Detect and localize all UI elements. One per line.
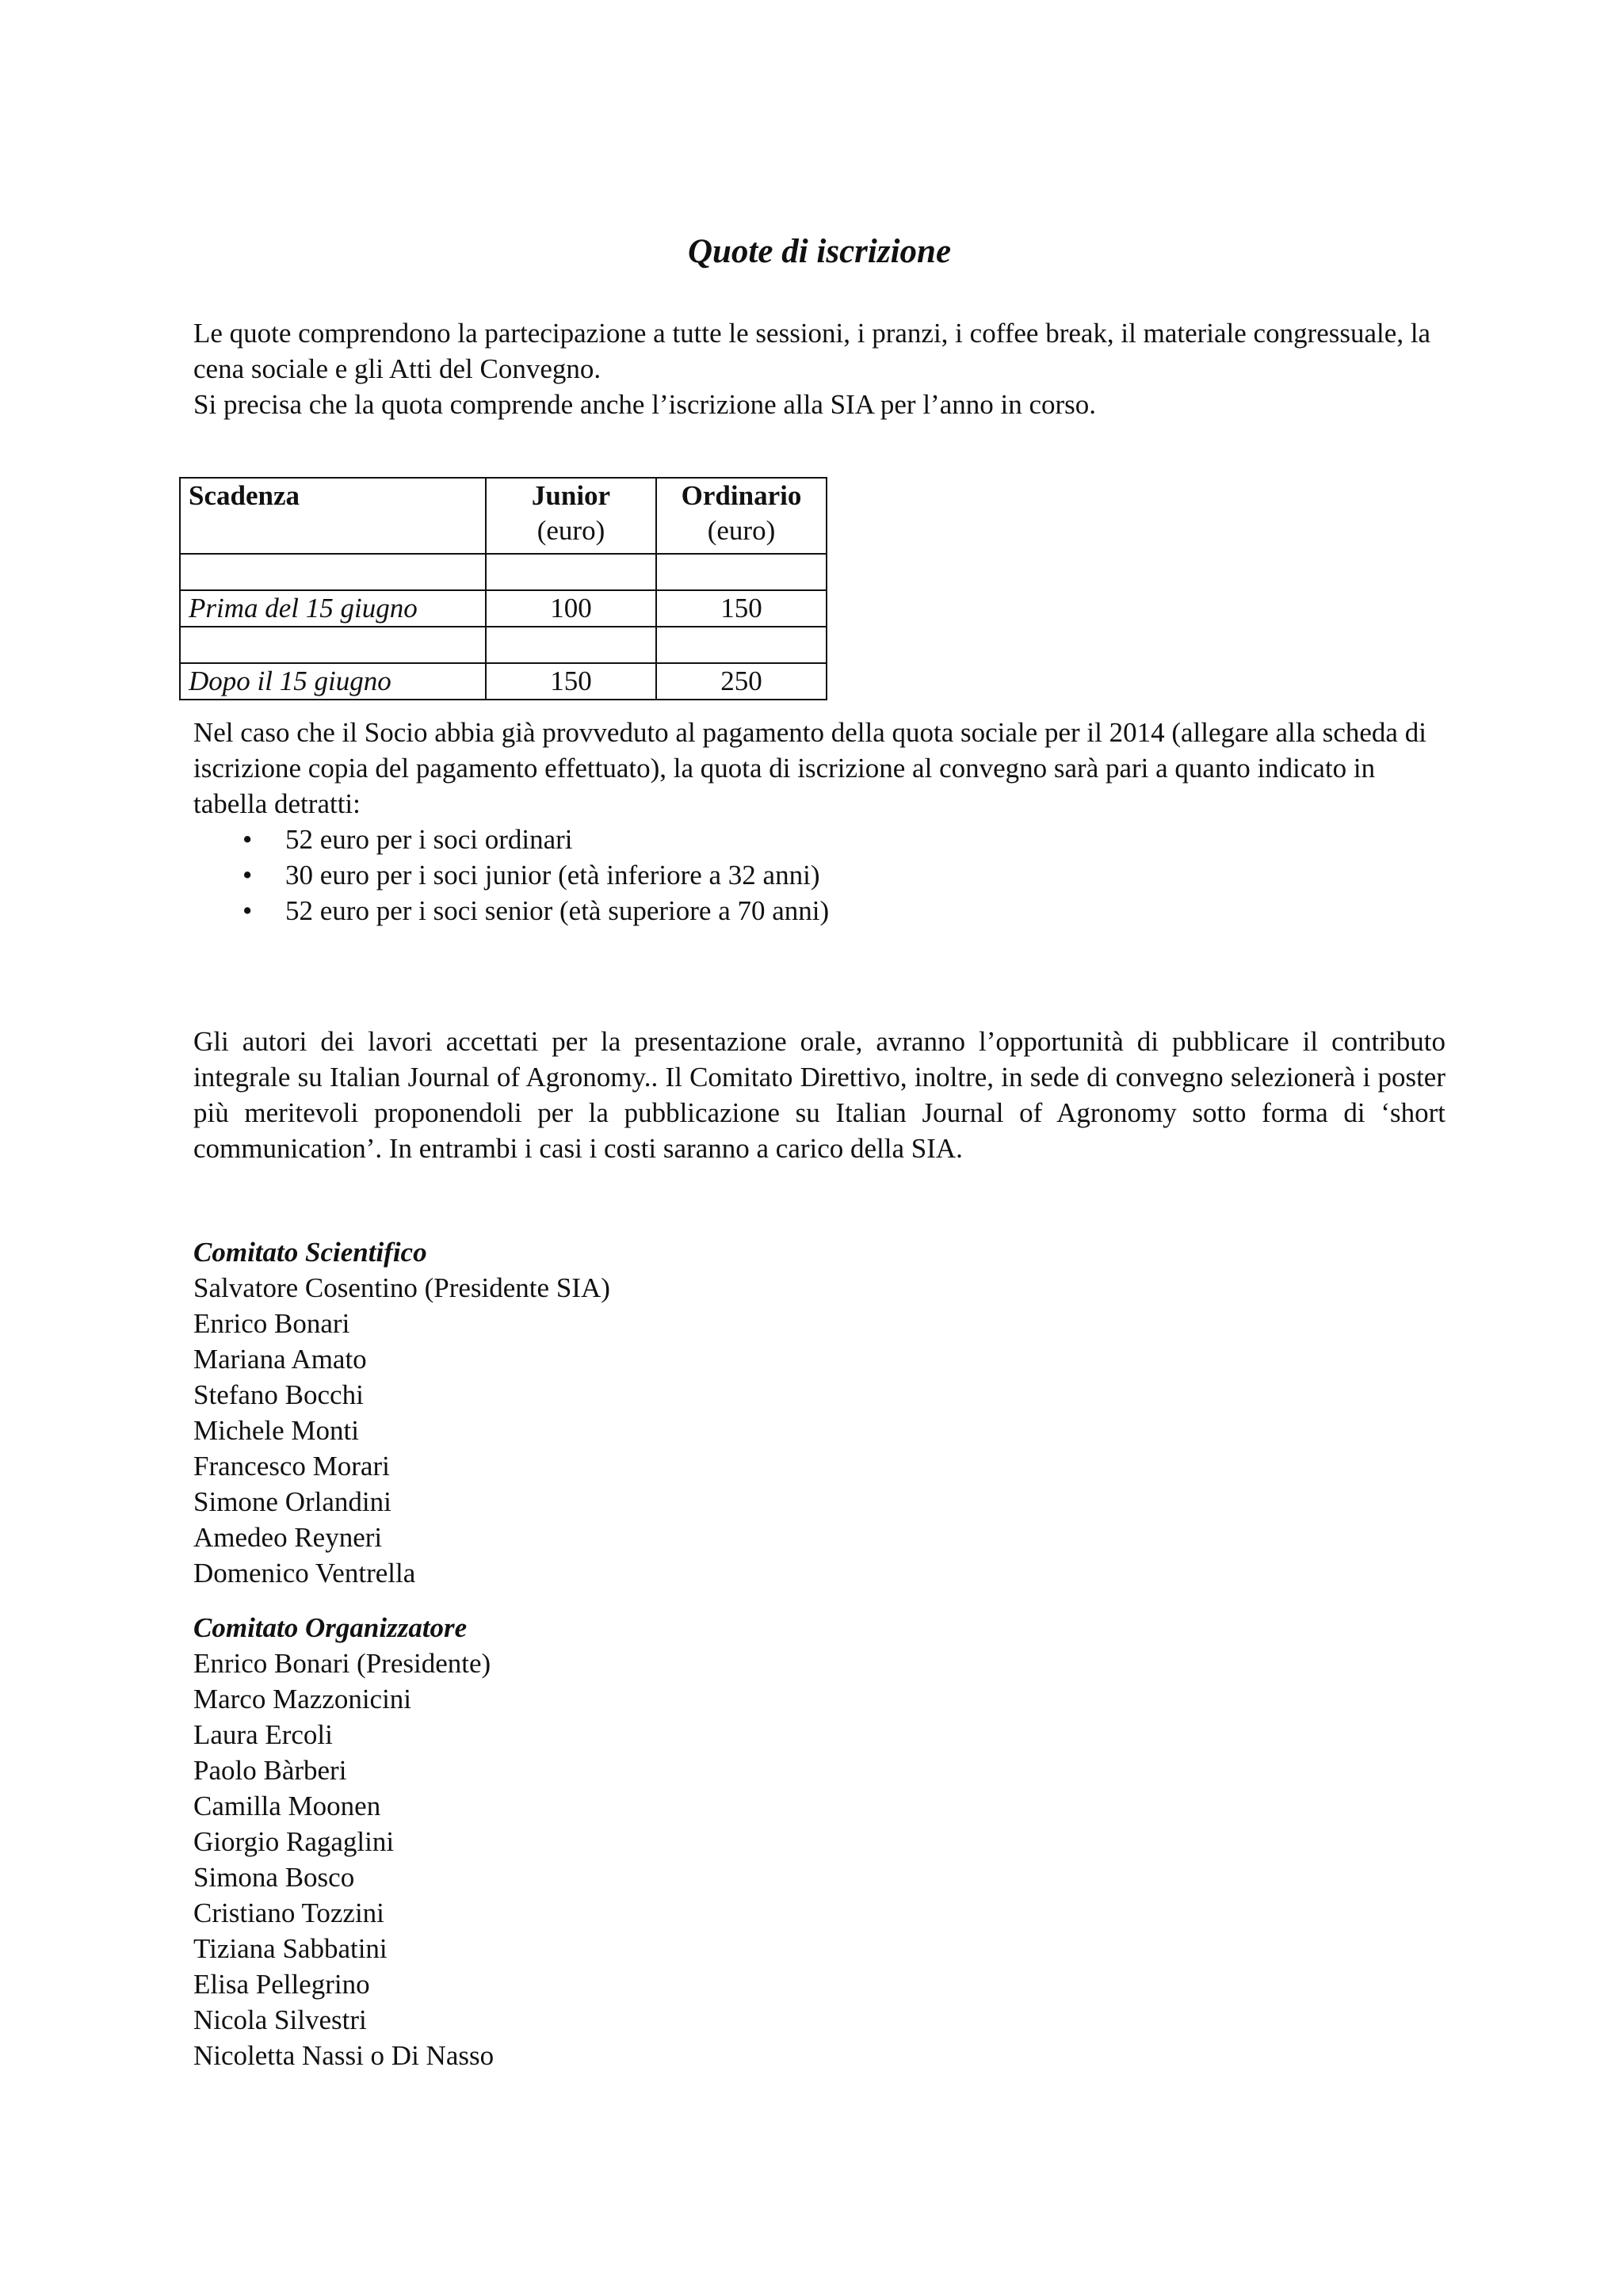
list-item: Camilla Moonen [193,1791,381,1821]
list-item-text: 52 euro per i soci ordinari [285,824,573,855]
list-item: Simone Orlandini [193,1486,391,1517]
bullet-icon: • [242,895,253,926]
list-item: Laura Ercoli [193,1719,333,1750]
list-item [193,893,1445,929]
row-junior-fee: 150 [486,663,656,700]
row-deadline: Prima del 15 giugno [180,590,486,627]
list-item: Marco Mazzonicini [193,1684,412,1714]
list-item: Enrico Bonari (Presidente) [193,1648,491,1679]
list-item: Nicola Silvestri [193,2004,367,2035]
list-item: Giorgio Ragaglini [193,1826,395,1857]
table-cell-empty [486,627,656,663]
row-junior-fee: 100 [486,590,656,627]
list-item: Stefano Bocchi [193,1379,364,1410]
header-junior-label: Junior [531,480,611,511]
list-item: Elisa Pellegrino [193,1969,370,2000]
list-item: Domenico Ventrella [193,1558,416,1589]
header-ordinary-unit: (euro) [707,515,776,546]
bullet-icon: • [242,824,253,855]
organizing-committee [193,1610,1445,2073]
table-row [180,590,827,627]
fees-table [179,477,827,700]
header-deadline: Scadenza [180,478,486,554]
table-cell-empty [656,627,827,663]
scientific-committee [193,1234,1445,1591]
bullet-icon: • [242,860,253,891]
list-item: Francesco Morari [193,1451,390,1482]
list-item: Amedeo Reyneri [193,1522,383,1553]
list-item: Salvatore Cosentino (Presidente SIA) [193,1272,610,1303]
table-cell-empty [180,627,486,663]
header-junior-unit: (euro) [537,515,605,546]
fees-table-header-row [180,478,827,554]
list-item: Cristiano Tozzini [193,1897,384,1928]
list-item: Tiziana Sabbatini [193,1933,388,1964]
list-item: Michele Monti [193,1415,359,1446]
list-item: Enrico Bonari [193,1308,350,1339]
discount-section [193,715,1445,929]
intro-line-2: Si precisa che la quota comprende anche l’iscrizione alla SIA per l’anno in corso. [193,389,1097,420]
list-item: Simona Bosco [193,1862,355,1893]
table-cell-empty [486,554,656,590]
list-item [193,822,1445,857]
table-spacer-row [180,554,827,590]
header-junior [486,478,656,554]
list-item: Paolo Bàrberi [193,1755,347,1786]
intro-line-1: Le quote comprendono la partecipazione a tutte le sessioni, i pranzi, i coffee break, il materiale congressuale, la cena sociale e gli Atti del Convegno. [193,318,1431,384]
row-ordinary-fee: 250 [656,663,827,700]
deductions-list [193,822,1445,929]
row-ordinary-fee: 150 [656,590,827,627]
list-item: Nicoletta Nassi o Di Nasso [193,2040,495,2071]
table-cell-empty [180,554,486,590]
authors-paragraph: Gli autori dei lavori accettati per la presentazione orale, avranno l’opportunità di pubblicare il contributo integrale su Italian Journal of Agronomy.. Il Comitato Direttivo, inoltre, in sede di convegno selezionerà i poster più meritevoli proponendoli per la pubblicazione su Italian Journal of Agronomy sotto forma di ‘short communication’. In entrambi i casi i costi saranno a carico della SIA. [193,1026,1445,1164]
list-item-text: 30 euro per i soci junior (età inferiore a 32 anni) [285,860,820,891]
scientific-committee-list [193,1270,1445,1591]
intro-paragraph [193,315,1445,422]
header-ordinary-label: Ordinario [681,480,802,511]
list-item [193,857,1445,893]
discount-text: Nel caso che il Socio abbia già provveduto al pagamento della quota sociale per il 2014 (allegare alla scheda di iscrizione copia del pagamento effettuato), la quota di iscrizione al convegno sarà pari a quanto indicato in tabella detratti: [193,717,1426,819]
header-ordinary [656,478,827,554]
table-spacer-row [180,627,827,663]
table-cell-empty [656,554,827,590]
list-item: Mariana Amato [193,1344,367,1375]
row-deadline: Dopo il 15 giugno [180,663,486,700]
page-title: Quote di iscrizione [687,233,952,270]
organizing-committee-heading: Comitato Organizzatore [193,1612,468,1643]
table-row [180,663,827,700]
list-item-text: 52 euro per i soci senior (età superiore a 70 anni) [285,895,830,926]
organizing-committee-list [193,1646,1445,2073]
scientific-committee-heading: Comitato Scientifico [193,1237,427,1268]
